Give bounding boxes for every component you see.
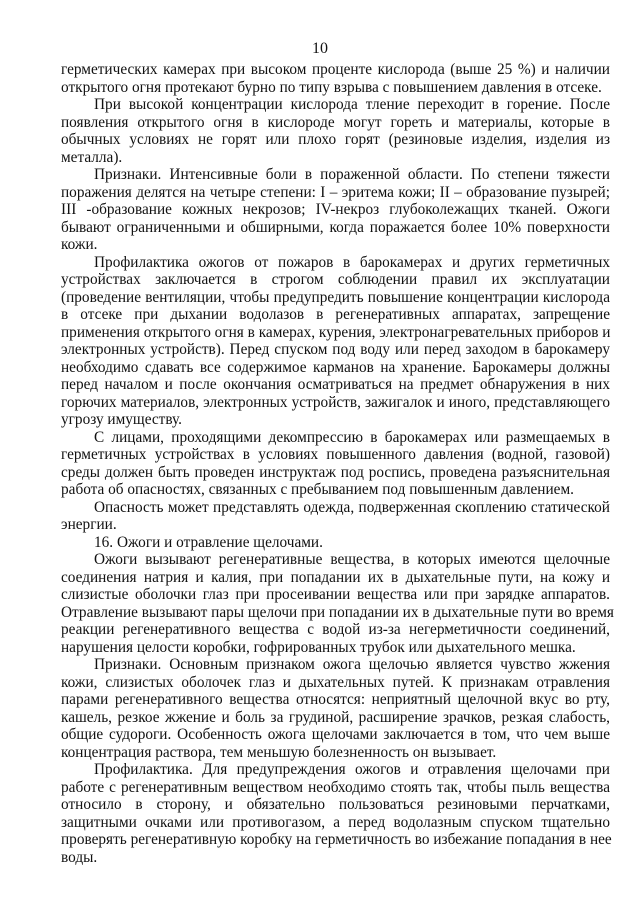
text-line: поражения делятся на четыре степени: I – эритема кожи; II – образование пузырей; (61, 183, 610, 201)
text-line: 16. Ожоги и отравление щелочами. (94, 533, 323, 551)
text-line: открытого огня протекают бурно по типу взрыва с повышением давления в отсеке. (61, 78, 602, 96)
page-number: 10 (312, 40, 328, 57)
text-line: проверять регенеративную коробку на герметичность во избежание попадания в нее (61, 831, 612, 848)
text-line: Отравление вызывают пары щелочи при попадании их в дыхательные пути во время (61, 603, 614, 621)
text-line: Признаки. Основным признаком ожога щелочью является чувство жжения (94, 656, 610, 673)
paragraph (61, 96, 610, 166)
text-line: При высокой концентрации кислорода тление переходит в горение. После (94, 96, 610, 113)
text-line: кожи. (61, 236, 98, 253)
text-line: энергии. (61, 516, 117, 533)
paragraph (61, 499, 610, 534)
text-line: С лицами, проходящими декомпрессию в барокамерах или размещаемых в (94, 428, 610, 446)
text-line: (проведение вентиляции, чтобы предупредить повышение концентрации кислорода (61, 288, 610, 306)
text-line: нарушения целости коробки, гофрированных трубок или дыхательного мешка. (61, 638, 576, 656)
text-line: относило в сторону, и обязательно пользоваться резиновыми перчатками, (61, 796, 610, 813)
paragraph (61, 429, 610, 499)
paragraph (61, 761, 610, 866)
paragraph (61, 534, 610, 552)
text-line: воды. (61, 848, 98, 866)
text-line: в отсеке при дыхании водолазов в регенеративных аппаратах, запрещение (61, 306, 610, 323)
text-line: кожи, слизистых оболочек глаз и дыхательных путей. К признакам отравления (61, 673, 610, 691)
text-line: бывают ограниченными и обширными, когда поражается более 10% поверхности (61, 218, 610, 236)
text-line: Профилактика. Для предупреждения ожогов и отравления щелочами при (94, 761, 610, 778)
text-line: работе с регенеративным веществом необходимо стоять так, чтобы пыль вещества (61, 778, 610, 796)
text-line: появления открытого огня в кислороде могут гореть и материалы, которые в (61, 113, 610, 131)
text-line: Признаки. Интенсивные боли в пораженной области. По степени тяжести (94, 166, 610, 183)
text-line: обычных условиях не горят или плохо горят (резиновые изделия, изделия из (61, 131, 610, 148)
paragraph (61, 656, 610, 761)
text-line: герметичных устройствах в условиях повышенного давления (водной, газовой) (61, 446, 610, 463)
text-line: III -образование кожных некрозов; IV-некроз глубоколежащих тканей. Ожоги (61, 201, 610, 218)
text-line: соединения натрия и калия, при попадании их в дыхательные пути, на кожу и (61, 568, 610, 586)
text-line: общие судороги. Особенность ожога щелочами заключается в том, что чем выше (61, 726, 610, 743)
text-line: устройствах заключается в строгом соблюдении правил их эксплуатации (61, 271, 610, 288)
text-line: среды должен быть проведен инструктаж под роспись, проведена разъяснительная (61, 463, 610, 481)
text-line: защитными очками или противогазом, а перед водолазным спуском тщательно (61, 813, 610, 831)
paragraph (61, 61, 610, 96)
text-line: герметических камерах при высоком проценте кислорода (выше 25 %) и наличии (61, 61, 610, 78)
text-line: работа об опасностях, связанных с пребыванием под повышенным давлением. (61, 481, 574, 498)
text-line: электронных устройств). Перед спуском под воду или перед заходом в барокамеру (61, 341, 610, 358)
text-line: горючих материалов, электронных устройств, зажигалок и иного, представляющего (61, 393, 610, 411)
text-line: Ожоги вызывают регенеративные вещества, в которых имеются щелочные (94, 551, 610, 568)
text-line: Опасность может представлять одежда, подверженная скоплению статической (94, 498, 610, 516)
text-line: кашель, резкое жжение и боль за грудиной, расширение зрачков, резкая слабость, (61, 708, 610, 726)
paragraph (61, 254, 610, 429)
text-line: металла). (61, 148, 123, 166)
text-line: угрозу имуществу. (61, 411, 182, 428)
text-line: парами регенеративного вещества относятся: неприятный щелочной вкус во рту, (61, 691, 610, 708)
paragraph (61, 166, 610, 254)
text-line: слизистые оболочки глаз при просеивании вещества или при зарядке аппаратов. (61, 586, 610, 603)
document-body (61, 61, 614, 866)
text-line: перед началом и после окончания осматриваться на предмет обнаружения в них (61, 376, 610, 393)
text-line: применения открытого огня в камерах, курения, электронагревательных приборов и (61, 323, 611, 341)
text-line: необходимо сдавать все содержимое карманов на хранение. Барокамеры должны (61, 358, 610, 376)
text-line: реакции регенеративного вещества с водой из-за негерметичности соединений, (61, 621, 610, 638)
text-line: концентрация раствора, тем меньшую болезненность он вызывает. (61, 743, 497, 761)
paragraph (61, 551, 614, 656)
text-line: Профилактика ожогов от пожаров в барокамерах и других герметичных (94, 253, 610, 271)
